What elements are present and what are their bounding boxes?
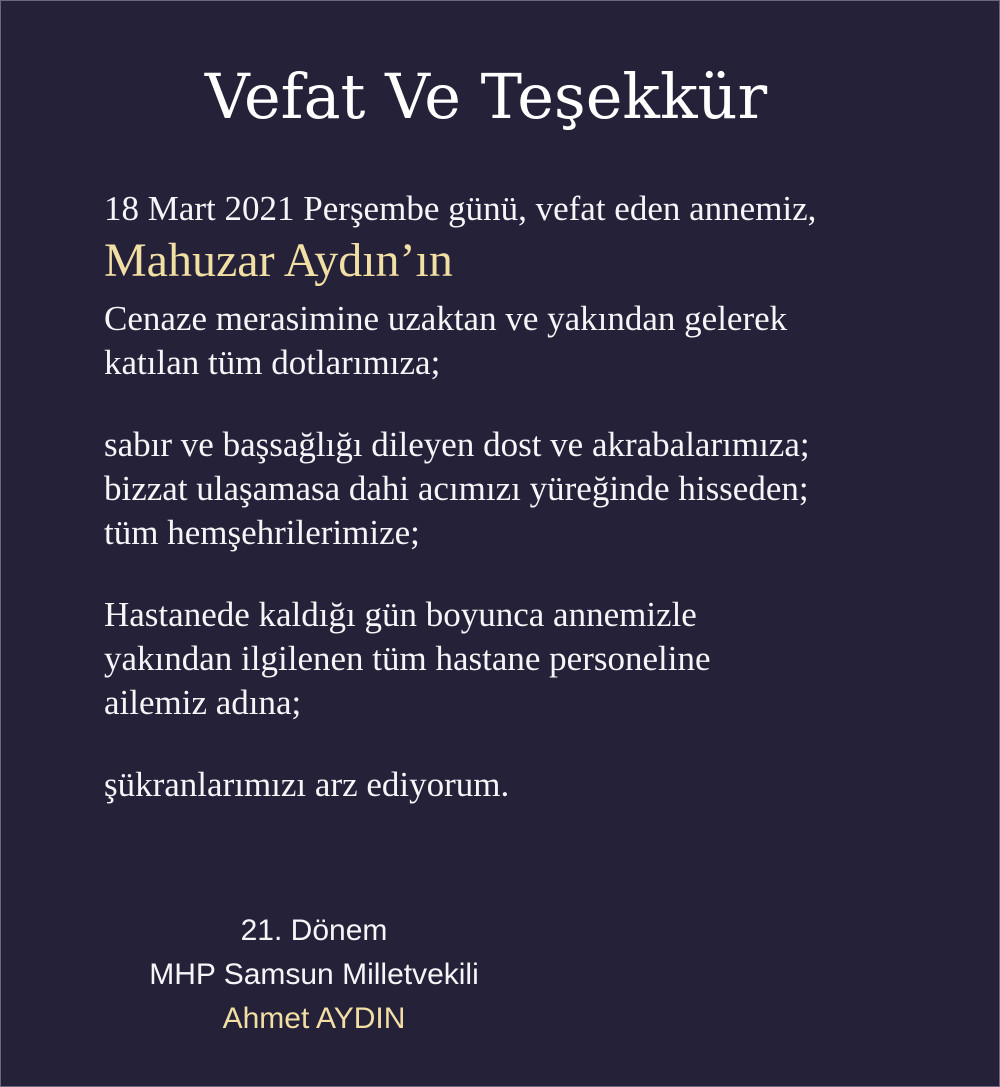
signature-name: Ahmet AYDIN [222,1002,406,1035]
paragraph3-line: Hastanede kaldığı gün boyunca annemizle [104,595,697,634]
paragraph3-line: ailemiz adına; [104,683,302,722]
paragraph2-line: tüm hemşehrilerimize; [104,513,420,552]
signature-term: 21. Dönem [240,914,388,947]
paragraph3-line: yakından ilgilenen tüm hastane personeline [104,639,711,678]
notice-body [104,187,984,807]
closing-line: şükranlarımızı arz ediyorum. [104,765,510,804]
deceased-name: Mahuzar Aydın’ın [104,234,453,287]
paragraph2-line: bizzat ulaşamasa dahi acımızı yüreğinde hisseden; [104,469,809,508]
paragraph-spacer [104,385,984,423]
signature-role: MHP Samsun Milletvekili [149,958,479,991]
paragraph-spacer [104,725,984,763]
paragraph-spacer [104,555,984,593]
paragraph1-line: katılan tüm dotlarımıza; [104,343,441,382]
paragraph1-line: Cenaze merasimine uzaktan ve yakından gelerek [104,299,788,338]
signature-block [1,909,627,1041]
notice-title: Vefat Ve Teşekkür [204,60,768,133]
paragraph2-line: sabır ve başsağlığı dileyen dost ve akrabalarımıza; [104,425,810,464]
intro-line: 18 Mart 2021 Perşembe günü, vefat eden annemiz, [104,189,817,228]
